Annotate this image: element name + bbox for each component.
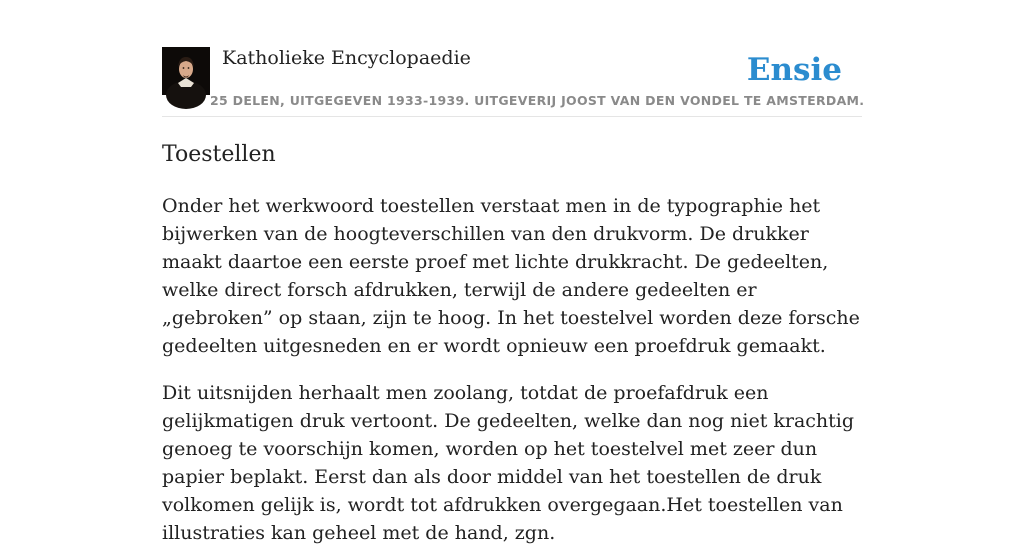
brand-logo[interactable]: Ensie xyxy=(746,52,842,88)
publication-header xyxy=(162,46,865,117)
publication-subtitle: 25 DELEN, UITGEGEVEN 1933-1939. UITGEVERIJ JOOST VAN DEN VONDEL TE AMSTERDAM. xyxy=(210,93,865,108)
portrait-icon xyxy=(162,47,210,95)
entry-text xyxy=(162,192,862,547)
entry-paragraph: Dit uitsnijden herhaalt men zoolang, totdat de proefafdruk een gelijkmatigen druk vertoont. De gedeelten, welke dan nog niet krachtig genoeg te voorschijn komen, worden op het toestelvel met zeer dun papier beplakt. Eerst dan als door middel van het toestellen de druk volkomen gelijk is, wordt tot afdrukken overgegaan.Het toestellen van illustraties kan geheel met de hand, zgn. xyxy=(162,382,855,544)
publication-avatar[interactable] xyxy=(162,47,210,95)
entry-title: Toestellen xyxy=(162,142,276,167)
content-container xyxy=(162,46,865,547)
publication-title[interactable]: Katholieke Encyclopaedie xyxy=(222,47,471,69)
entry-paragraph: Onder het werkwoord toestellen verstaat men in de typographie het bijwerken van de hoogteverschillen van den drukvorm. De drukker maakt daartoe een eerste proef met lichte drukkracht. De gedeelten, welke direct forsch afdrukken, terwijl de andere gedeelten er „gebroken” op staan, zijn te hoog. In het toestelvel worden deze forsche gedeelten uitgesneden en er wordt opnieuw een proefdruk gemaakt. xyxy=(162,195,860,357)
